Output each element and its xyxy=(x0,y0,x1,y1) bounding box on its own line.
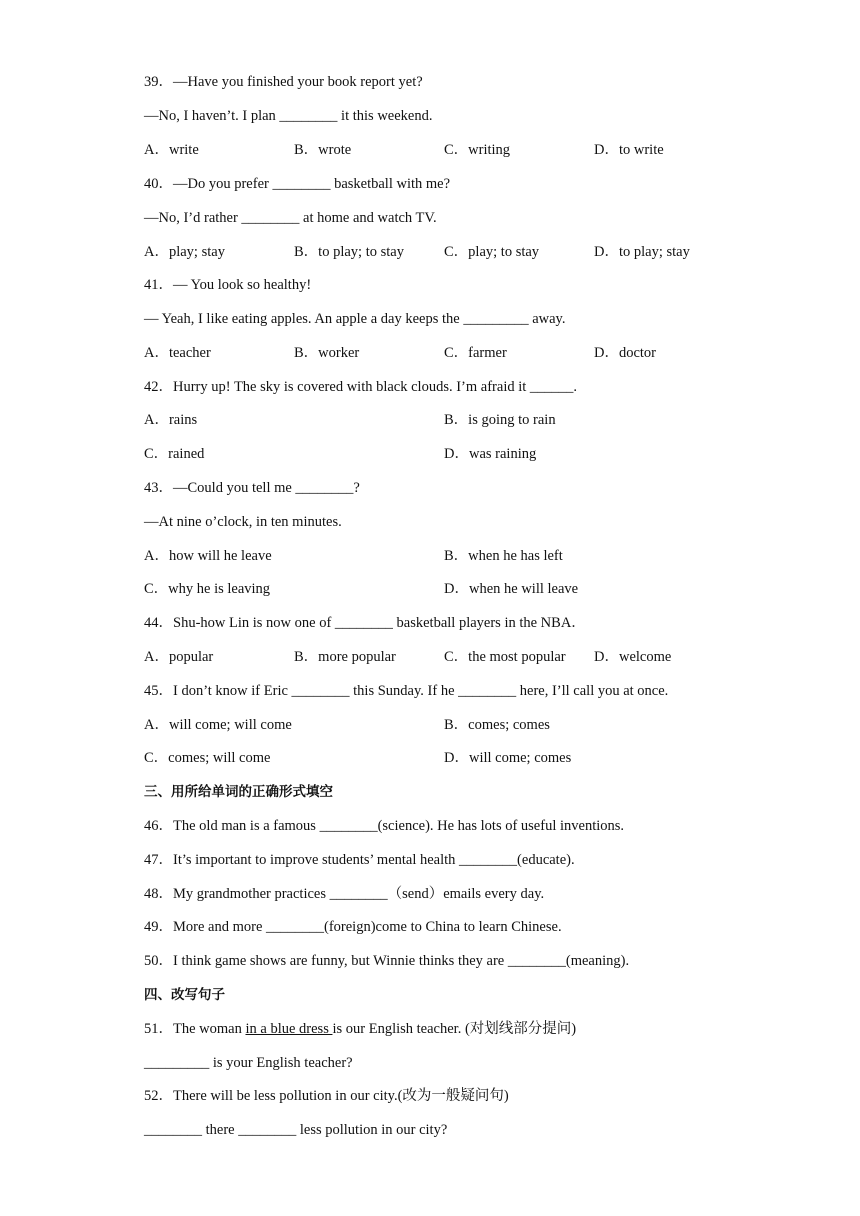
question-47: 47．It’s important to improve students’ mental health ________(educate). xyxy=(144,852,575,868)
question-52-stem: 52．There will be less pollution in our city.(改为一般疑问句) xyxy=(144,1088,509,1104)
option-b: B．comes; comes xyxy=(444,717,550,733)
option-b: B．when he has left xyxy=(444,548,563,564)
question-50: 50．I think game shows are funny, but Winnie thinks they are ________(meaning). xyxy=(144,953,630,969)
option-a: A．play; stay xyxy=(144,244,225,260)
question-45-options-row1 xyxy=(144,715,550,735)
option-a: A．teacher xyxy=(144,345,211,361)
question-46: 46．The old man is a famous ________(science). He has lots of useful inventions. xyxy=(144,818,625,834)
option-d: D．welcome xyxy=(594,649,672,665)
option-c: C．farmer xyxy=(444,345,507,361)
question-42-stem: 42．Hurry up! The sky is covered with black clouds. I’m afraid it ______. xyxy=(144,379,578,395)
option-d: D．to write xyxy=(594,142,664,158)
option-c: C．the most popular xyxy=(444,649,566,665)
option-a: A．will come; will come xyxy=(144,717,292,733)
option-c: C．writing xyxy=(444,142,511,158)
option-c: C．why he is leaving xyxy=(144,581,271,597)
question-42-options-row1 xyxy=(144,410,556,430)
question-41-reply: — Yeah, I like eating apples. An apple a day keeps the _________ away. xyxy=(144,311,566,327)
question-43-options-row1 xyxy=(144,546,563,566)
option-c: C．play; to stay xyxy=(444,244,540,260)
question-40-reply: —No, I’d rather ________ at home and watch TV. xyxy=(144,210,437,226)
question-41-options xyxy=(144,343,657,363)
option-a: A．write xyxy=(144,142,199,158)
question-45-stem: 45．I don’t know if Eric ________ this Sunday. If he ________ here, I’ll call you at once. xyxy=(144,683,669,699)
question-40-options xyxy=(144,242,690,262)
question-39-stem: 39．—Have you finished your book report yet? xyxy=(144,74,423,90)
question-51-prefix: 51．The woman xyxy=(144,1021,246,1037)
question-41-stem: 41．— You look so healthy! xyxy=(144,277,312,293)
question-51-stem xyxy=(144,1019,576,1039)
question-39-options xyxy=(144,140,664,160)
question-51-answer: _________ is your English teacher? xyxy=(144,1055,353,1071)
option-b: B．more popular xyxy=(294,649,396,665)
option-d: D．when he will leave xyxy=(444,581,579,597)
question-48: 48．My grandmother practices ________（send）emails every day. xyxy=(144,886,545,902)
question-40-stem: 40．—Do you prefer ________ basketball with me? xyxy=(144,176,451,192)
option-b: B．to play; to stay xyxy=(294,244,404,260)
option-a: A．how will he leave xyxy=(144,548,272,564)
question-51-underlined: in a blue dress xyxy=(245,1021,333,1037)
question-49: 49．More and more ________(foreign)come to China to learn Chinese. xyxy=(144,919,562,935)
option-d: D．doctor xyxy=(594,345,657,361)
question-44-options xyxy=(144,647,672,667)
option-c: C．comes; will come xyxy=(144,750,271,766)
option-d: D．was raining xyxy=(444,446,537,462)
question-45-options-row2 xyxy=(144,748,572,768)
question-43-stem: 43．—Could you tell me ________? xyxy=(144,480,360,496)
question-44-stem: 44．Shu-how Lin is now one of ________ basketball players in the NBA． xyxy=(144,615,586,631)
question-42-options-row2 xyxy=(144,444,537,464)
option-c: C．rained xyxy=(144,446,205,462)
option-a: A．rains xyxy=(144,412,198,428)
option-b: B．is going to rain xyxy=(444,412,556,428)
option-b: B．wrote xyxy=(294,142,352,158)
section-3-heading: 三、用所给单词的正确形式填空 xyxy=(144,784,333,800)
option-a: A．popular xyxy=(144,649,214,665)
question-52-answer: ________ there ________ less pollution in our city? xyxy=(144,1122,448,1138)
question-39-reply: —No, I haven’t. I plan ________ it this weekend. xyxy=(144,108,433,124)
option-d: D．will come; comes xyxy=(444,750,572,766)
option-b: B．worker xyxy=(294,345,360,361)
section-4-heading: 四、改写句子 xyxy=(144,987,225,1003)
question-43-options-row2 xyxy=(144,579,579,599)
question-43-reply: —At nine o’clock, in ten minutes. xyxy=(144,514,342,530)
question-51-suffix: is our English teacher. (对划线部分提问) xyxy=(332,1021,577,1037)
option-d: D．to play; stay xyxy=(594,244,690,260)
